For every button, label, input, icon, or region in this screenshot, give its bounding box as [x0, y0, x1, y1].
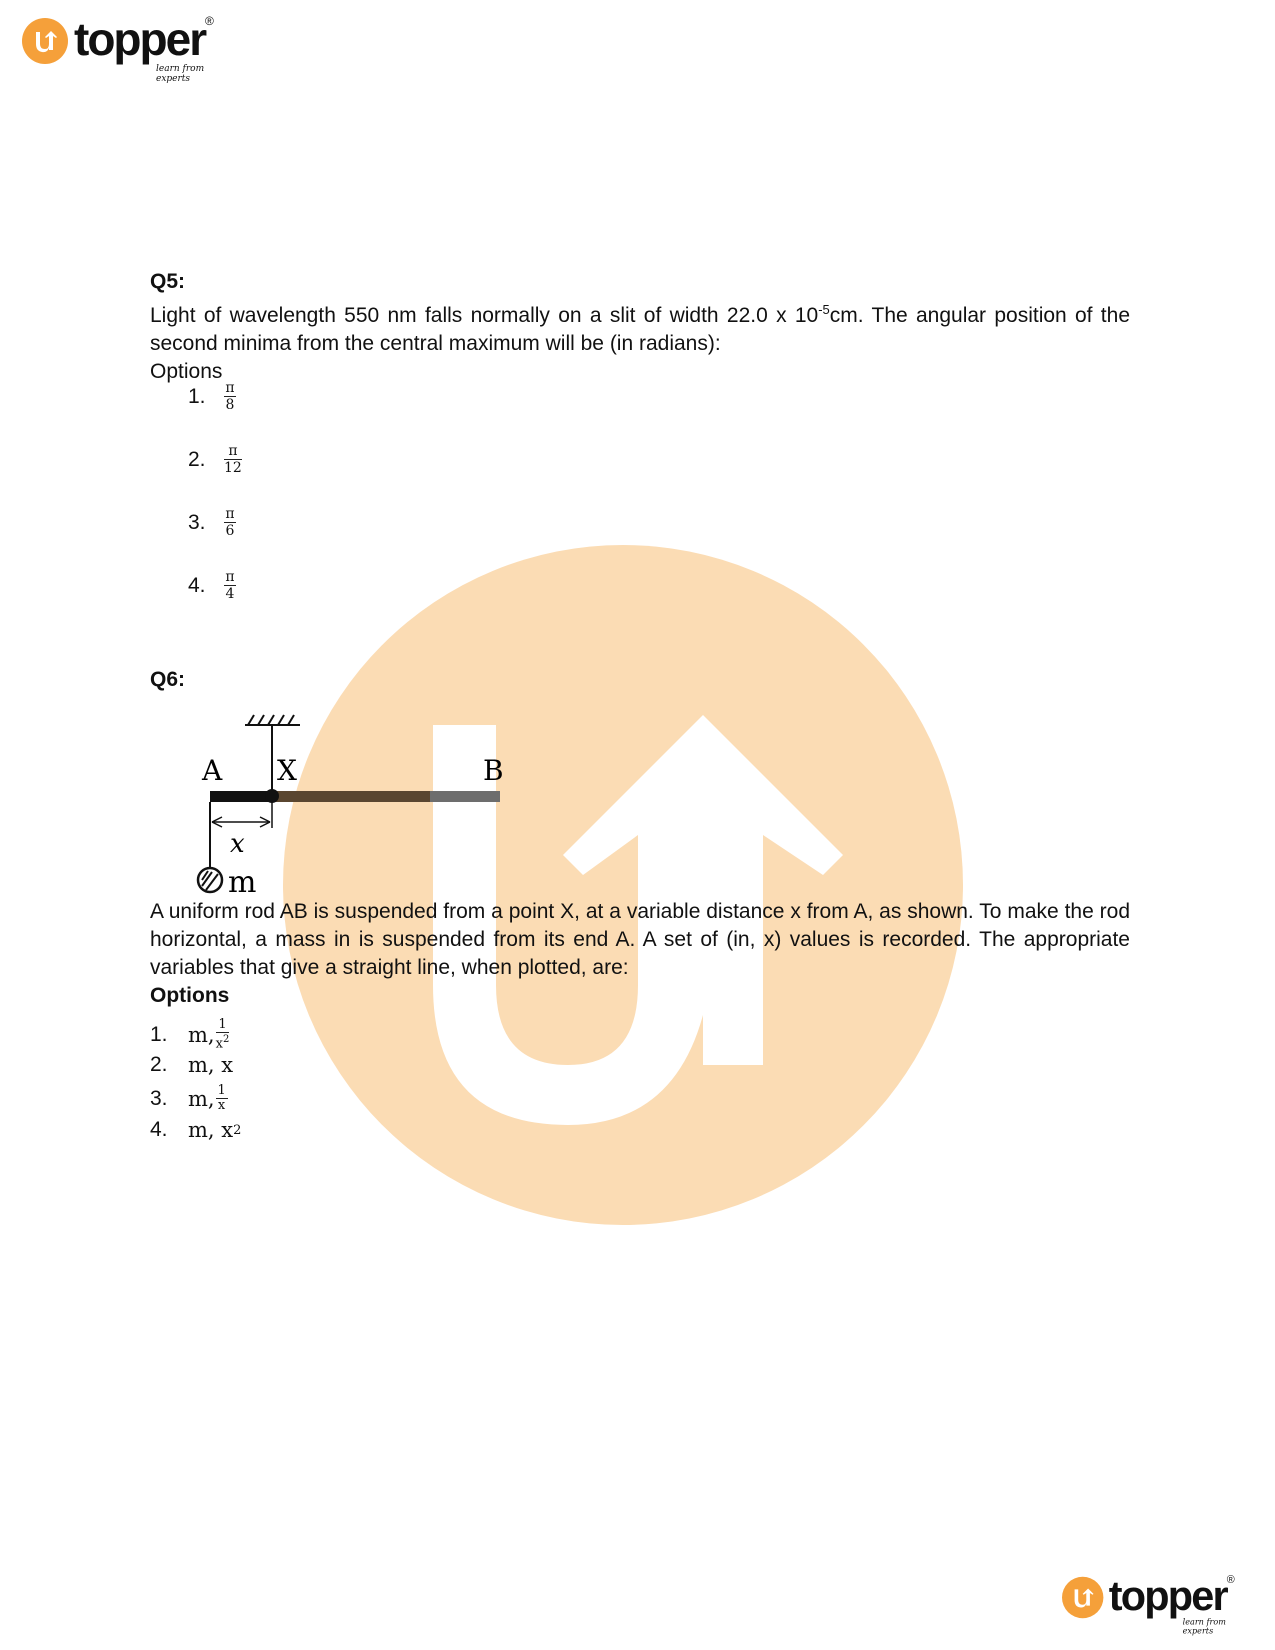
option: 1. m, 1 $x^2$: [150, 1017, 230, 1052]
brand-logo-bottom: [1062, 1572, 1235, 1637]
fraction: $\frac{\pi}{8}$: [225, 380, 235, 413]
label-a: A: [202, 754, 223, 787]
fraction: 1 x: [217, 1083, 226, 1113]
option: 4. $\frac{\pi}{4}$: [188, 569, 235, 602]
question-label: Q6:: [150, 668, 186, 691]
exponent: -5: [818, 302, 830, 317]
fraction: $\frac{\pi}{4}$: [225, 569, 235, 602]
label-mass: m: [228, 865, 257, 900]
label-x: X: [277, 754, 297, 787]
fraction: $\frac{\pi}{12}$: [224, 443, 242, 476]
fraction: 1 $x^2$: [215, 1017, 230, 1052]
question-label: Q5:: [150, 270, 186, 293]
brand-logo-top: [22, 13, 214, 84]
question-text: Light of wavelength 550 nm falls normally on a slit of width 22.0 x $10^{-5}cm$. The angular position of the second minima from the central maximum will be (in radians):: [150, 302, 1131, 355]
topper-u-icon: [22, 18, 68, 64]
option: 2. $\frac{\pi}{12}$: [188, 443, 242, 476]
brand-name: topper: [74, 13, 206, 65]
option: 3. m, 1 x: [150, 1083, 226, 1113]
option: 4. m, x 2: [150, 1118, 242, 1142]
brand-name: topper: [1108, 1572, 1227, 1620]
options-heading: Options: [150, 984, 230, 1007]
fraction: $\frac{\pi}{6}$: [225, 506, 235, 539]
brand-tagline: learn from experts: [156, 64, 205, 84]
registered-mark: ®: [1226, 1573, 1235, 1586]
question-text: A uniform rod AB is suspended from a point X, at a variable distance x from A, as shown. To make the rod horizontal, a mass in is suspended from its end A. A set of (in, x) values is recorded. The appropriate variables that give a straight line, when plotted, are:: [150, 900, 1130, 979]
options-heading: Options: [150, 360, 223, 383]
registered-mark: ®: [205, 14, 214, 28]
question-5: [150, 268, 1130, 386]
option: 3. $\frac{\pi}{6}$: [188, 506, 235, 539]
label-b: B: [483, 754, 504, 787]
hanging-mass: [198, 868, 222, 892]
brand-tagline: learn from experts: [1182, 1618, 1226, 1637]
option: 1. $\frac{\pi}{8}$: [188, 380, 235, 413]
topper-u-icon: [1062, 1577, 1103, 1618]
question-6: [150, 898, 1130, 1010]
option: 2. m, x: [150, 1053, 234, 1077]
ceiling-hatch-icon: [245, 715, 300, 725]
label-distance: x: [230, 829, 245, 859]
rod-diagram: [190, 700, 520, 910]
